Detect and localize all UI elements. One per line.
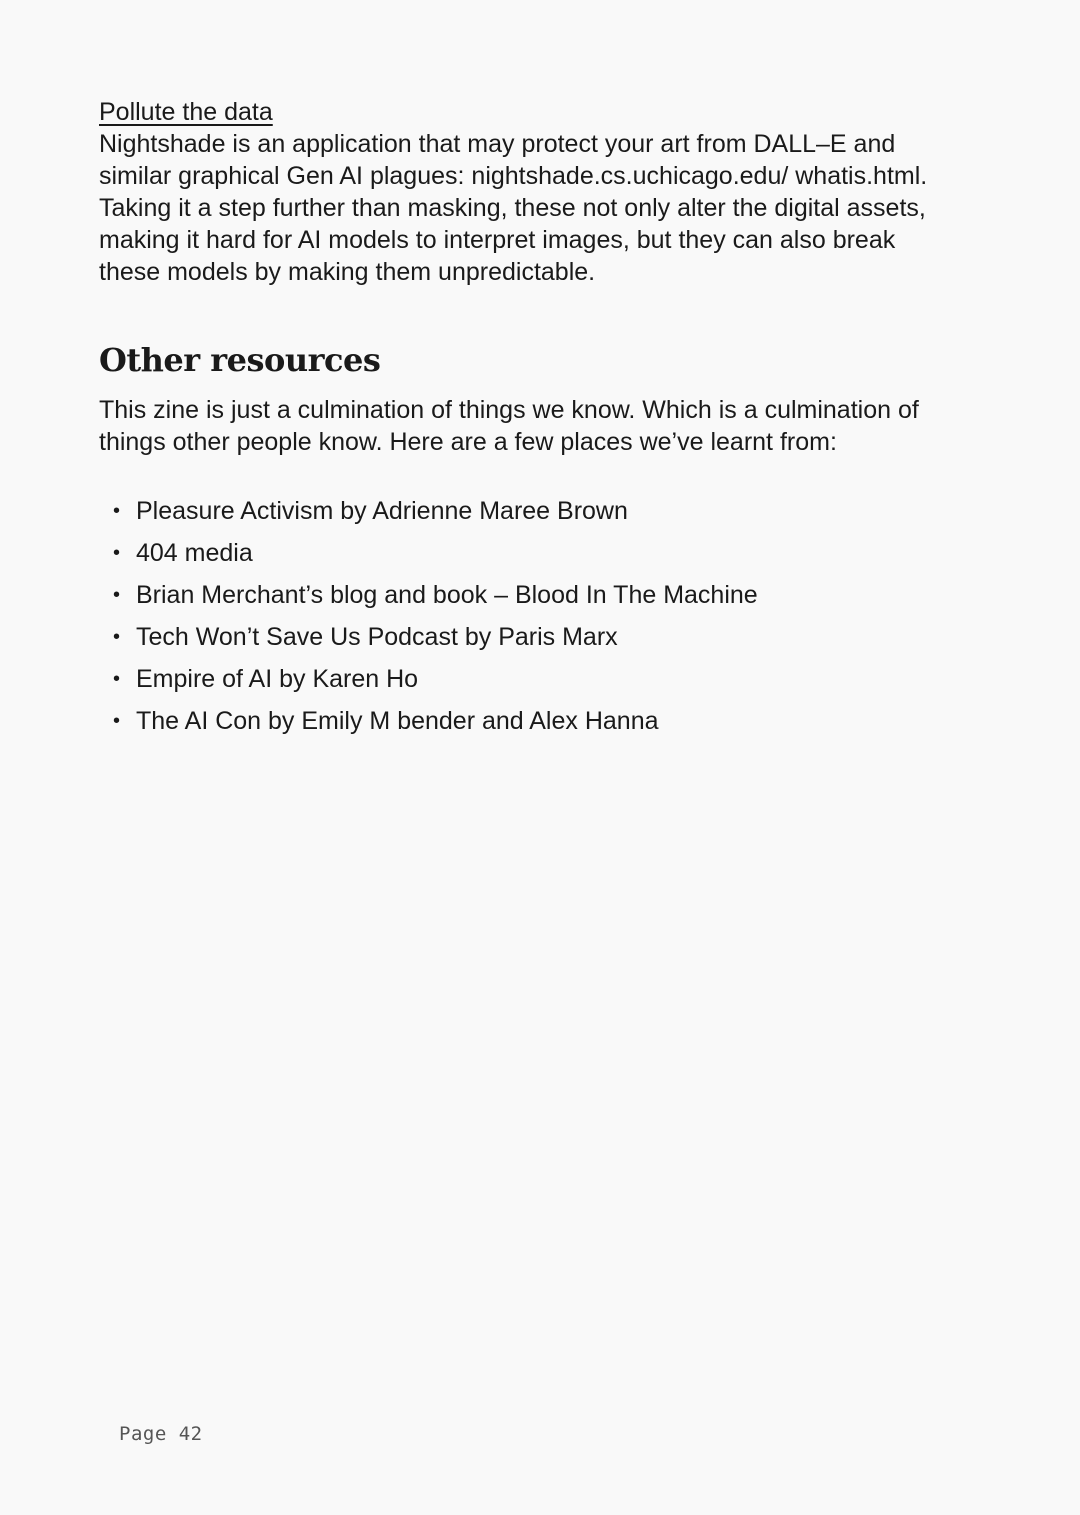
resource-list (99, 490, 939, 742)
list-item (99, 574, 939, 616)
pollute-body: Nightshade is an application that may protect your art from DALL–E and similar graphical Gen AI plagues: nightshade.cs.uchicago.edu/ whatis.html. Taking it a step further than masking, these not only alter the digital assets, making it hard for AI models to interpret images, but they can also break these models by making them unpredictable. (99, 130, 928, 286)
list-item (99, 700, 939, 742)
list-item (99, 616, 939, 658)
list-item (99, 658, 939, 700)
section-title: Other resources (99, 341, 381, 379)
page-content (99, 96, 939, 742)
list-item (99, 532, 939, 574)
list-item-text: 404 media (136, 539, 253, 567)
bullet-icon: • (113, 668, 121, 690)
list-item-text: Tech Won’t Save Us Podcast by Paris Marx (136, 623, 618, 651)
bullet-icon: • (113, 626, 121, 648)
bullet-icon: • (113, 584, 121, 606)
bullet-icon: • (113, 542, 121, 564)
list-item-text: The AI Con by Emily M bender and Alex Hanna (136, 707, 659, 735)
list-item (99, 490, 939, 532)
list-item-text: Pleasure Activism by Adrienne Maree Brown (136, 497, 628, 525)
bullet-icon: • (113, 500, 121, 522)
pollute-heading: Pollute the data (99, 98, 273, 126)
bullet-icon: • (113, 710, 121, 732)
list-item-text: Brian Merchant’s blog and book – Blood In The Machine (136, 581, 758, 609)
page-number: Page 42 (119, 1423, 203, 1445)
list-item-text: Empire of AI by Karen Ho (136, 665, 419, 693)
resources-intro: This zine is just a culmination of things we know. Which is a culmination of things other people know. Here are a few places we’ve learnt from: (99, 396, 919, 456)
